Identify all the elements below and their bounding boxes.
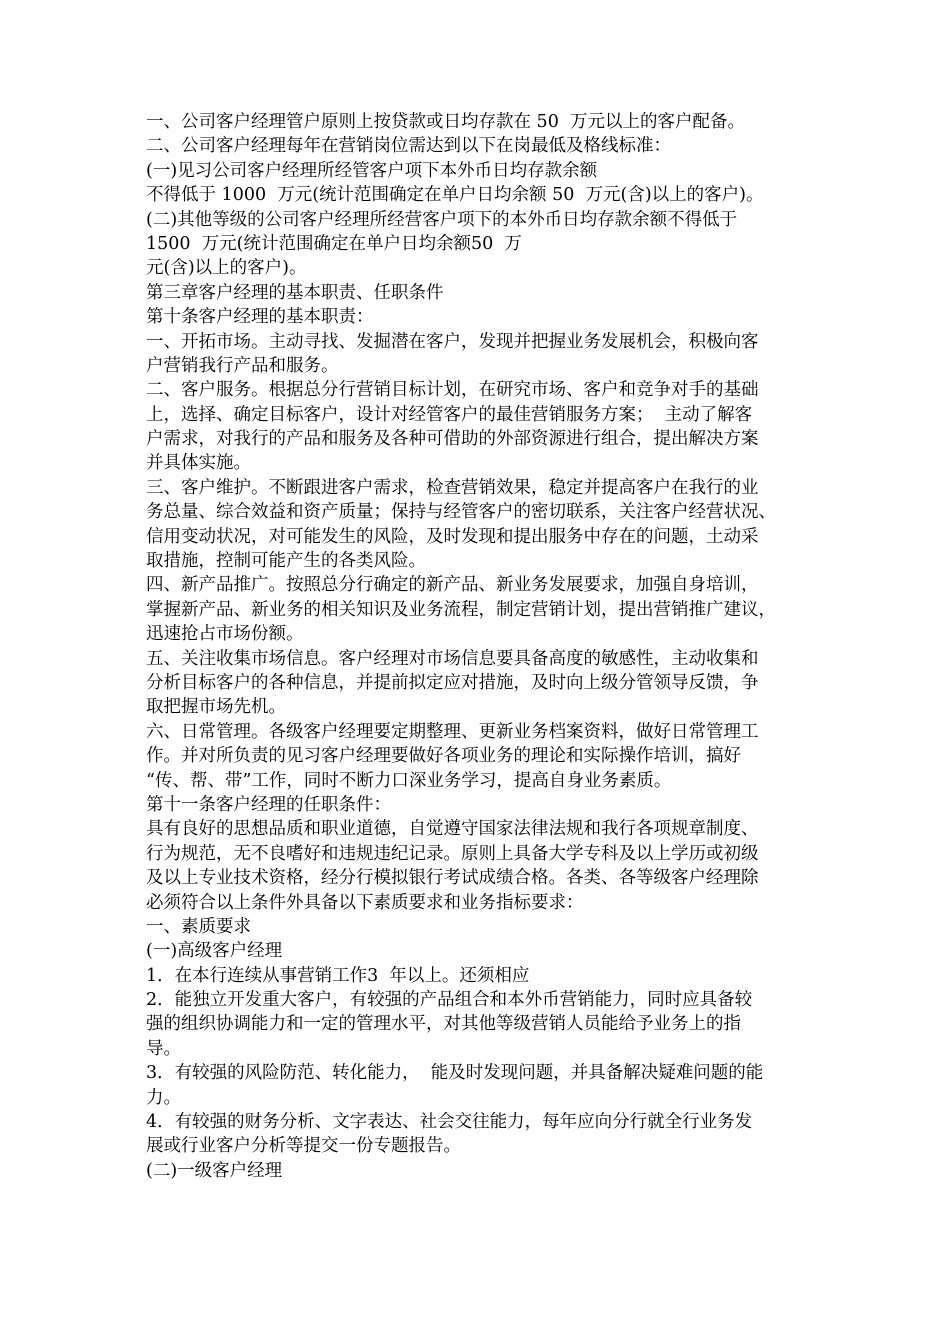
text-line: 并具体实施。 bbox=[146, 453, 251, 474]
text-line: 五、关注收集市场信息。客户经理对市场信息要具备高度的敏感性，主动收集和 bbox=[146, 648, 759, 669]
text-line: 信用变动状况，对可能发生的风险，及时发现和提出服务中存在的问题，土动采 bbox=[146, 526, 759, 547]
subsection-heading: (二)一级客户经理 bbox=[146, 1160, 283, 1181]
text-line: 户需求，对我行的产品和服务及各种可借助的外部资源进行组合，提出解决方案 bbox=[146, 429, 759, 450]
document-body bbox=[146, 110, 814, 1183]
text-line: 元(含)以上的客户)。 bbox=[146, 258, 307, 279]
text-line: 4．有较强的财务分析、文字表达、社会交往能力，每年应向分行就全行业务发 bbox=[146, 1112, 753, 1133]
text-line: 上，选择、确定目标客户，设计对经管客户的最佳营销服务方案； 主动了解客 bbox=[146, 404, 753, 425]
text-line: 及以上专业技术资格，经分行模拟银行考试成绩合格。各类、各等级客户经理除 bbox=[146, 868, 759, 889]
text-line: 六、日常管理。各级客户经理要定期整理、更新业务档案资料，做好日常管理工 bbox=[146, 721, 759, 742]
text-line: 行为规范，无不良嗜好和违规违纪记录。原则上具备大学专科及以上学历或初级 bbox=[146, 843, 759, 864]
chapter-heading: 第三章客户经理的基本职责、任职条件 bbox=[146, 282, 444, 303]
text-line: 必须符合以上条件外具备以下素质要求和业务指标要求： bbox=[146, 892, 584, 913]
text-line: 1500 万元(统计范围确定在单户日均余额50 万 bbox=[146, 233, 522, 254]
text-line: “传、帮、带”工作，同时不断力口深业务学习，提高自身业务素质。 bbox=[146, 770, 672, 791]
text-line: 2．能独立开发重大客户，有较强的产品组合和本外币营销能力，同时应具备较 bbox=[146, 990, 753, 1011]
section-heading: 一、素质要求 bbox=[146, 916, 251, 937]
text-line: 3．有较强的风险防范、转化能力， 能及时发现问题，并具备解决疑难问题的能 bbox=[146, 1063, 764, 1084]
text-line: 分析目标客户的各种信息，并提前拟定应对措施，及时向上级分管领导反馈，争 bbox=[146, 672, 759, 693]
text-line: 一、公司客户经理管户原则上按贷款或日均存款在 50 万元以上的客户配备。 bbox=[146, 112, 745, 132]
text-line: 展或行业客户分析等提交一份专题报告。 bbox=[146, 1136, 461, 1157]
article-heading: 第十一条客户经理的任职条件： bbox=[146, 794, 391, 815]
text-line: 二、公司客户经理每年在营销岗位需达到以下在岗最低及格线标准： bbox=[146, 136, 671, 157]
text-line: 一、开拓市场。主动寻找、发掘潜在客户，发现并把握业务发展机会，积极向客 bbox=[146, 331, 759, 352]
text-line: 作。并对所负责的见习客户经理要做好各项业务的理论和实际操作培训，搞好 bbox=[146, 746, 741, 767]
text-line: 二、客户服务。根据总分行营销目标计划，在研究市场、客户和竞争对手的基础 bbox=[146, 380, 759, 401]
text-line: (一)见习公司客户经理所经管客户项下本外币日均存款余额 bbox=[146, 160, 598, 181]
text-line: 户营销我行产品和服务。 bbox=[146, 355, 339, 376]
text-line: 力。 bbox=[146, 1087, 181, 1108]
text-line: 取措施，控制可能产生的各类风险。 bbox=[146, 551, 426, 572]
text-line: 务总量、综合效益和资产质量；保持与经管客户的密切联系，关注客户经营状况、 bbox=[146, 502, 776, 523]
text-line: 强的组织协调能力和一定的管理水平，对其他等级营销人员能给予业务上的指 bbox=[146, 1014, 741, 1035]
text-line: 导。 bbox=[146, 1038, 181, 1059]
text-line: 取把握市场先机。 bbox=[146, 697, 286, 718]
text-line: 掌握新产品、新业务的相关知识及业务流程，制定营销计划，提出营销推广建议， bbox=[146, 599, 776, 620]
text-line: (二)其他等级的公司客户经理所经营客户项下的本外币日均存款余额不得低于 bbox=[146, 209, 738, 230]
text-line: 四、新产品推广。按照总分行确定的新产品、新业务发展要求，加强自身培训， bbox=[146, 575, 759, 596]
text-line: 三、客户维护。不断跟进客户需求，检查营销效果，稳定并提高客户在我行的业 bbox=[146, 477, 759, 498]
subsection-heading: (一)高级客户经理 bbox=[146, 941, 283, 962]
text-line: 不得低于 1000 万元(统计范围确定在单户日均余额 50 万元(含)以上的客户)。 bbox=[146, 185, 764, 206]
article-heading: 第十条客户经理的基本职责： bbox=[146, 307, 374, 328]
text-line: 具有良好的思想品质和职业道德，自觉遵守国家法律法规和我行各项规章制度、 bbox=[146, 819, 759, 840]
text-line: 迅速抢占市场份额。 bbox=[146, 624, 304, 645]
text-line: 1．在本行连续从事营销工作3 年以上。还须相应 bbox=[146, 965, 530, 986]
